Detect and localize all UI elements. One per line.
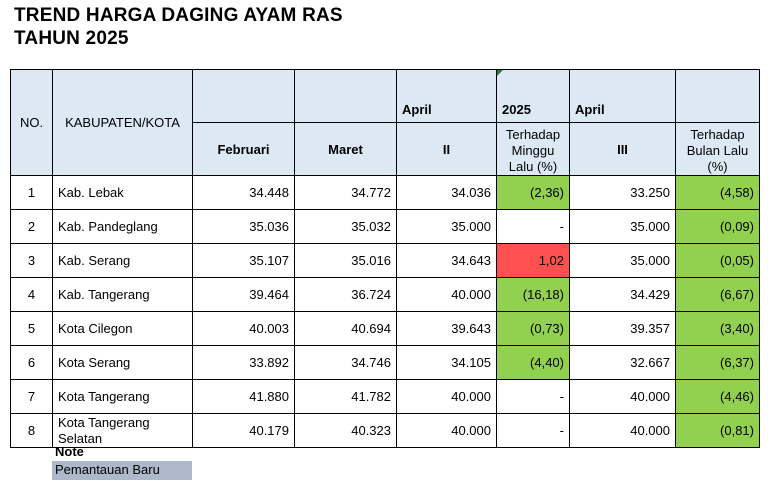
title-line-2: TAHUN 2025 [14, 28, 129, 49]
row-februari: 40.003 [193, 312, 295, 346]
row-name: Kab. Lebak [53, 176, 193, 210]
row-week-ii: 35.000 [397, 210, 497, 244]
title-line-1: TREND HARGA DAGING AYAM RAS [14, 5, 343, 26]
row-name: Kota Serang [53, 346, 193, 380]
row-maret: 40.323 [295, 414, 397, 448]
row-februari: 33.892 [193, 346, 295, 380]
row-maret: 34.746 [295, 346, 397, 380]
row-februari: 35.036 [193, 210, 295, 244]
row-februari: 34.448 [193, 176, 295, 210]
row-pct-minggu: - [497, 380, 570, 414]
note-legend [52, 443, 192, 480]
row-pct-minggu: (4,40) [497, 346, 570, 380]
row-name: Kab. Tangerang [53, 278, 193, 312]
row-week-ii: 40.000 [397, 414, 497, 448]
row-pct-bulan: (3,40) [676, 312, 760, 346]
price-table [10, 69, 760, 448]
header-februari: Februari [193, 123, 295, 176]
row-no: 2 [11, 210, 53, 244]
table-row [11, 346, 760, 380]
row-week-iii: 32.667 [570, 346, 676, 380]
row-februari: 41.880 [193, 380, 295, 414]
row-week-ii: 40.000 [397, 380, 497, 414]
row-pct-minggu: (16,18) [497, 278, 570, 312]
row-pct-bulan: (6,37) [676, 346, 760, 380]
row-week-ii: 40.000 [397, 278, 497, 312]
row-week-iii: 40.000 [570, 414, 676, 448]
row-week-iii: 35.000 [570, 210, 676, 244]
row-name: Kota Tangerang [53, 380, 193, 414]
row-pct-minggu: 1,02 [497, 244, 570, 278]
row-no: 3 [11, 244, 53, 278]
header-month-april-b: April [570, 70, 676, 123]
row-week-iii: 35.000 [570, 244, 676, 278]
row-week-iii: 34.429 [570, 278, 676, 312]
header-pct-bulan-lalu: Terhadap Bulan Lalu (%) [676, 123, 760, 176]
row-maret: 34.772 [295, 176, 397, 210]
row-week-ii: 39.643 [397, 312, 497, 346]
row-week-ii: 34.643 [397, 244, 497, 278]
page-title [14, 4, 343, 50]
table-row [11, 176, 760, 210]
table-row [11, 312, 760, 346]
row-pct-minggu: - [497, 210, 570, 244]
row-name: Kota Tangerang Selatan [53, 414, 193, 448]
header-maret: Maret [295, 123, 397, 176]
row-name: Kab. Serang [53, 244, 193, 278]
row-week-ii: 34.105 [397, 346, 497, 380]
row-pct-bulan: (6,67) [676, 278, 760, 312]
header-kabupaten-kota: KABUPATEN/KOTA [53, 70, 193, 176]
row-week-iii: 33.250 [570, 176, 676, 210]
row-februari: 40.179 [193, 414, 295, 448]
row-maret: 41.782 [295, 380, 397, 414]
row-februari: 39.464 [193, 278, 295, 312]
header-blank-mar [295, 70, 397, 123]
header-month-april-a: April [397, 70, 497, 123]
note-legend-swatch: Pemantauan Baru [52, 461, 192, 480]
row-no: 1 [11, 176, 53, 210]
header-week-ii: II [397, 123, 497, 176]
row-maret: 35.016 [295, 244, 397, 278]
row-no: 7 [11, 380, 53, 414]
row-no: 6 [11, 346, 53, 380]
row-week-iii: 40.000 [570, 380, 676, 414]
row-name: Kab. Pandeglang [53, 210, 193, 244]
table-row [11, 278, 760, 312]
row-pct-bulan: (4,58) [676, 176, 760, 210]
row-pct-bulan: (0,81) [676, 414, 760, 448]
row-no: 8 [11, 414, 53, 448]
row-no: 4 [11, 278, 53, 312]
header-no: NO. [11, 70, 53, 176]
header-week-iii: III [570, 123, 676, 176]
row-pct-minggu: (0,73) [497, 312, 570, 346]
table-row [11, 244, 760, 278]
row-pct-bulan: (0,05) [676, 244, 760, 278]
row-week-iii: 39.357 [570, 312, 676, 346]
header-year: 2025 [497, 70, 570, 123]
row-februari: 35.107 [193, 244, 295, 278]
row-pct-minggu: - [497, 414, 570, 448]
table-row [11, 210, 760, 244]
header-blank-pct [676, 70, 760, 123]
note-label: Note [55, 444, 84, 459]
row-no: 5 [11, 312, 53, 346]
row-pct-bulan: (0,09) [676, 210, 760, 244]
row-pct-minggu: (2,36) [497, 176, 570, 210]
row-maret: 36.724 [295, 278, 397, 312]
row-name: Kota Cilegon [53, 312, 193, 346]
header-pct-minggu-lalu: Terhadap Minggu Lalu (%) [497, 123, 570, 176]
row-maret: 40.694 [295, 312, 397, 346]
row-maret: 35.032 [295, 210, 397, 244]
table-row [11, 380, 760, 414]
row-pct-bulan: (4,46) [676, 380, 760, 414]
row-week-ii: 34.036 [397, 176, 497, 210]
header-blank-feb [193, 70, 295, 123]
